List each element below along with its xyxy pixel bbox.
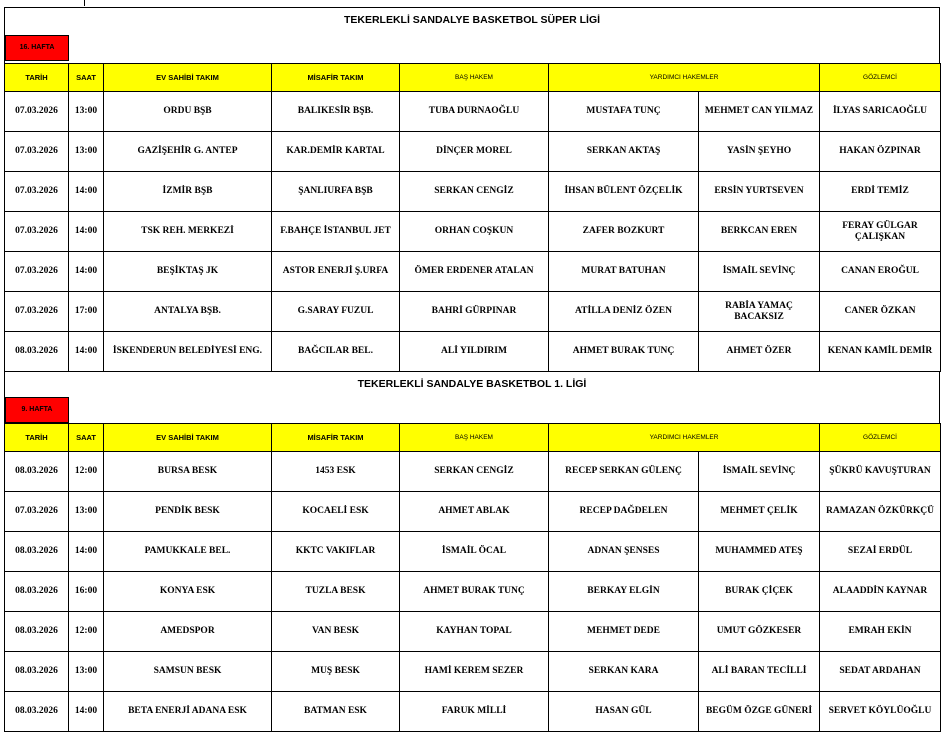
assistant-referee-1-cell: ADNAN ŞENSES — [549, 532, 699, 572]
header-time: SAAT — [69, 424, 104, 452]
away-team-cell: MUŞ BESK — [272, 652, 400, 692]
fixture-row — [5, 652, 941, 692]
header-observer: GÖZLEMCİ — [820, 424, 941, 452]
time-cell: 14:00 — [69, 332, 104, 372]
assistant-referee-2-cell: RABİA YAMAÇ BACAKSIZ — [699, 292, 820, 332]
away-team-cell: KOCAELİ ESK — [272, 492, 400, 532]
time-cell: 14:00 — [69, 532, 104, 572]
fixture-row — [5, 252, 941, 292]
home-team-cell: BETA ENERJİ ADANA ESK — [104, 692, 272, 732]
fixture-row — [5, 92, 941, 132]
time-cell: 16:00 — [69, 572, 104, 612]
home-team-cell: SAMSUN BESK — [104, 652, 272, 692]
header-date: TARİH — [5, 424, 69, 452]
head-referee-cell: TUBA DURNAOĞLU — [400, 92, 549, 132]
home-team-cell: İZMİR BŞB — [104, 172, 272, 212]
page-edge-mark — [84, 0, 85, 6]
head-referee-cell: ÖMER ERDENER ATALAN — [400, 252, 549, 292]
fixture-row — [5, 332, 941, 372]
fixture-row — [5, 212, 941, 252]
fixture-row — [5, 572, 941, 612]
observer-cell: KENAN KAMİL DEMİR — [820, 332, 941, 372]
header-time: SAAT — [69, 64, 104, 92]
head-referee-cell: AHMET BURAK TUNÇ — [400, 572, 549, 612]
away-team-cell: TUZLA BESK — [272, 572, 400, 612]
time-cell: 13:00 — [69, 92, 104, 132]
fixture-table — [4, 423, 941, 732]
fixture-row — [5, 612, 941, 652]
away-team-cell: BATMAN ESK — [272, 692, 400, 732]
week-row — [4, 397, 940, 423]
date-cell: 08.03.2026 — [5, 652, 69, 692]
observer-cell: CANAN EROĞUL — [820, 252, 941, 292]
observer-cell: HAKAN ÖZPINAR — [820, 132, 941, 172]
assistant-referee-1-cell: MUSTAFA TUNÇ — [549, 92, 699, 132]
observer-cell: SERVET KÖYLÜOĞLU — [820, 692, 941, 732]
fixture-row — [5, 292, 941, 332]
schedule-sheet — [4, 7, 940, 732]
assistant-referee-2-cell: İSMAİL SEVİNÇ — [699, 452, 820, 492]
time-cell: 17:00 — [69, 292, 104, 332]
assistant-referee-1-cell: RECEP SERKAN GÜLENÇ — [549, 452, 699, 492]
away-team-cell: KAR.DEMİR KARTAL — [272, 132, 400, 172]
date-cell: 08.03.2026 — [5, 612, 69, 652]
date-cell: 07.03.2026 — [5, 212, 69, 252]
head-referee-cell: HAMİ KEREM SEZER — [400, 652, 549, 692]
header-assistant-referees: YARDIMCI HAKEMLER — [549, 64, 820, 92]
head-referee-cell: DİNÇER MOREL — [400, 132, 549, 172]
week-row — [4, 32, 940, 63]
assistant-referee-2-cell: YASİN ŞEYHO — [699, 132, 820, 172]
assistant-referee-1-cell: ATİLLA DENİZ ÖZEN — [549, 292, 699, 332]
observer-cell: İLYAS SARICAOĞLU — [820, 92, 941, 132]
time-cell: 13:00 — [69, 492, 104, 532]
header-assistant-referees: YARDIMCI HAKEMLER — [549, 424, 820, 452]
date-cell: 07.03.2026 — [5, 492, 69, 532]
date-cell: 08.03.2026 — [5, 692, 69, 732]
head-referee-cell: SERKAN CENGİZ — [400, 452, 549, 492]
away-team-cell: BALIKESİR BŞB. — [272, 92, 400, 132]
header-observer: GÖZLEMCİ — [820, 64, 941, 92]
header-home-team: EV SAHİBİ TAKIM — [104, 424, 272, 452]
header-away-team: MİSAFİR TAKIM — [272, 424, 400, 452]
date-cell: 07.03.2026 — [5, 92, 69, 132]
assistant-referee-1-cell: MURAT BATUHAN — [549, 252, 699, 292]
header-home-team: EV SAHİBİ TAKIM — [104, 64, 272, 92]
home-team-cell: BEŞİKTAŞ JK — [104, 252, 272, 292]
assistant-referee-1-cell: İHSAN BÜLENT ÖZÇELİK — [549, 172, 699, 212]
observer-cell: ŞÜKRÜ KAVUŞTURAN — [820, 452, 941, 492]
observer-cell: SEZAİ ERDÜL — [820, 532, 941, 572]
away-team-cell: G.SARAY FUZUL — [272, 292, 400, 332]
away-team-cell: ŞANLIURFA BŞB — [272, 172, 400, 212]
observer-cell: RAMAZAN ÖZKÜRKÇÜ — [820, 492, 941, 532]
header-head-referee: BAŞ HAKEM — [400, 424, 549, 452]
header-head-referee: BAŞ HAKEM — [400, 64, 549, 92]
home-team-cell: BURSA BESK — [104, 452, 272, 492]
head-referee-cell: ORHAN COŞKUN — [400, 212, 549, 252]
league-title: TEKERLEKLİ SANDALYE BASKETBOL SÜPER LİGİ — [4, 7, 940, 32]
observer-cell: EMRAH EKİN — [820, 612, 941, 652]
away-team-cell: 1453 ESK — [272, 452, 400, 492]
observer-cell: CANER ÖZKAN — [820, 292, 941, 332]
header-date: TARİH — [5, 64, 69, 92]
header-row — [5, 64, 941, 92]
away-team-cell: ASTOR ENERJİ Ş.URFA — [272, 252, 400, 292]
observer-cell: ALAADDİN KAYNAR — [820, 572, 941, 612]
assistant-referee-2-cell: MEHMET ÇELİK — [699, 492, 820, 532]
time-cell: 14:00 — [69, 172, 104, 212]
observer-cell: ERDİ TEMİZ — [820, 172, 941, 212]
header-row — [5, 424, 941, 452]
assistant-referee-1-cell: SERKAN AKTAŞ — [549, 132, 699, 172]
home-team-cell: AMEDSPOR — [104, 612, 272, 652]
date-cell: 07.03.2026 — [5, 132, 69, 172]
assistant-referee-2-cell: UMUT GÖZKESER — [699, 612, 820, 652]
time-cell: 13:00 — [69, 652, 104, 692]
time-cell: 14:00 — [69, 212, 104, 252]
home-team-cell: PAMUKKALE BEL. — [104, 532, 272, 572]
date-cell: 08.03.2026 — [5, 532, 69, 572]
home-team-cell: PENDİK BESK — [104, 492, 272, 532]
home-team-cell: ANTALYA BŞB. — [104, 292, 272, 332]
time-cell: 13:00 — [69, 132, 104, 172]
away-team-cell: F.BAHÇE İSTANBUL JET — [272, 212, 400, 252]
observer-cell: FERAY GÜLGAR ÇALIŞKAN — [820, 212, 941, 252]
head-referee-cell: ALİ YILDIRIM — [400, 332, 549, 372]
assistant-referee-2-cell: BEGÜM ÖZGE GÜNERİ — [699, 692, 820, 732]
fixture-row — [5, 692, 941, 732]
assistant-referee-1-cell: SERKAN KARA — [549, 652, 699, 692]
home-team-cell: TSK REH. MERKEZİ — [104, 212, 272, 252]
head-referee-cell: SERKAN CENGİZ — [400, 172, 549, 212]
assistant-referee-1-cell: BERKAY ELGİN — [549, 572, 699, 612]
assistant-referee-2-cell: İSMAİL SEVİNÇ — [699, 252, 820, 292]
observer-cell: SEDAT ARDAHAN — [820, 652, 941, 692]
head-referee-cell: AHMET ABLAK — [400, 492, 549, 532]
date-cell: 07.03.2026 — [5, 252, 69, 292]
assistant-referee-2-cell: BERKCAN EREN — [699, 212, 820, 252]
home-team-cell: KONYA ESK — [104, 572, 272, 612]
fixture-row — [5, 172, 941, 212]
head-referee-cell: FARUK MİLLİ — [400, 692, 549, 732]
date-cell: 08.03.2026 — [5, 572, 69, 612]
header-away-team: MİSAFİR TAKIM — [272, 64, 400, 92]
time-cell: 12:00 — [69, 612, 104, 652]
fixture-row — [5, 132, 941, 172]
date-cell: 07.03.2026 — [5, 172, 69, 212]
head-referee-cell: BAHRİ GÜRPINAR — [400, 292, 549, 332]
assistant-referee-1-cell: RECEP DAĞDELEN — [549, 492, 699, 532]
home-team-cell: İSKENDERUN BELEDİYESİ ENG. — [104, 332, 272, 372]
week-badge: 16. HAFTA — [5, 35, 69, 61]
date-cell: 07.03.2026 — [5, 292, 69, 332]
assistant-referee-2-cell: MUHAMMED ATEŞ — [699, 532, 820, 572]
assistant-referee-2-cell: AHMET ÖZER — [699, 332, 820, 372]
fixture-row — [5, 452, 941, 492]
assistant-referee-1-cell: MEHMET DEDE — [549, 612, 699, 652]
assistant-referee-1-cell: AHMET BURAK TUNÇ — [549, 332, 699, 372]
fixture-row — [5, 492, 941, 532]
away-team-cell: BAĞCILAR BEL. — [272, 332, 400, 372]
head-referee-cell: İSMAİL ÖCAL — [400, 532, 549, 572]
league-title: TEKERLEKLİ SANDALYE BASKETBOL 1. LİGİ — [4, 372, 940, 397]
time-cell: 14:00 — [69, 252, 104, 292]
home-team-cell: GAZİŞEHİR G. ANTEP — [104, 132, 272, 172]
assistant-referee-1-cell: HASAN GÜL — [549, 692, 699, 732]
time-cell: 12:00 — [69, 452, 104, 492]
away-team-cell: VAN BESK — [272, 612, 400, 652]
assistant-referee-2-cell: ERSİN YURTSEVEN — [699, 172, 820, 212]
date-cell: 08.03.2026 — [5, 332, 69, 372]
away-team-cell: KKTC VAKIFLAR — [272, 532, 400, 572]
fixture-table — [4, 63, 941, 372]
week-badge: 9. HAFTA — [5, 397, 69, 423]
home-team-cell: ORDU BŞB — [104, 92, 272, 132]
date-cell: 08.03.2026 — [5, 452, 69, 492]
assistant-referee-1-cell: ZAFER BOZKURT — [549, 212, 699, 252]
time-cell: 14:00 — [69, 692, 104, 732]
head-referee-cell: KAYHAN TOPAL — [400, 612, 549, 652]
assistant-referee-2-cell: BURAK ÇİÇEK — [699, 572, 820, 612]
fixture-row — [5, 532, 941, 572]
assistant-referee-2-cell: ALİ BARAN TECİLLİ — [699, 652, 820, 692]
assistant-referee-2-cell: MEHMET CAN YILMAZ — [699, 92, 820, 132]
